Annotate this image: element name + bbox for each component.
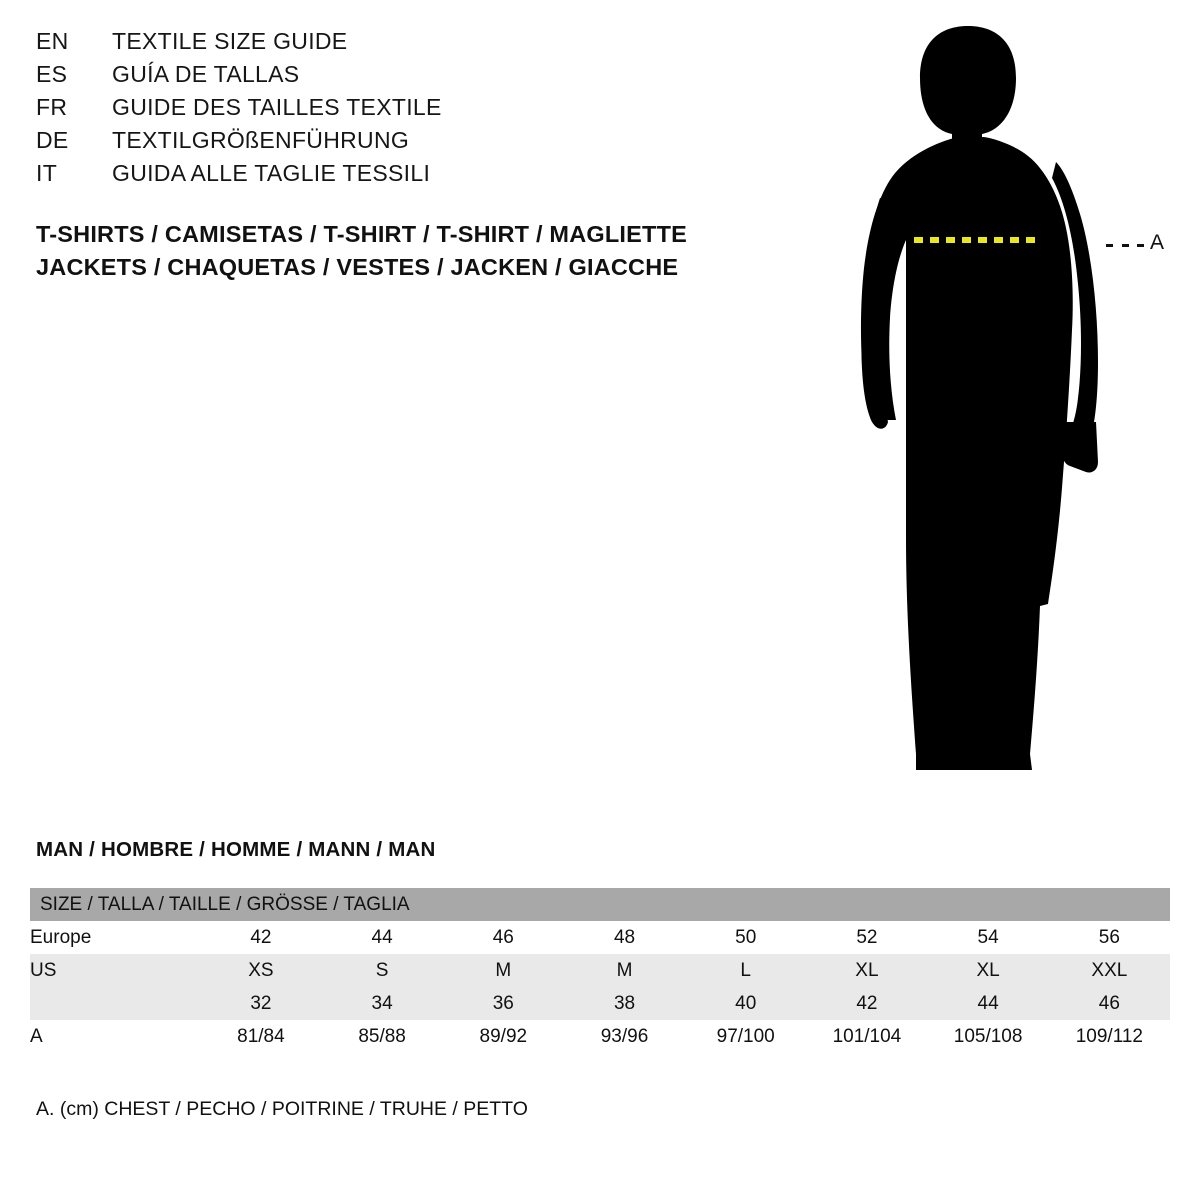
cell-numeric-0: 32 [200,987,321,1020]
cell-numeric-2: 36 [443,987,564,1020]
cell-europe-5: 52 [806,921,927,954]
cell-us-7: XXL [1049,954,1170,987]
cell-a-2: 89/92 [443,1020,564,1053]
language-text-it: GUIDA ALLE TAGLIE TESSILI [112,160,431,186]
cell-a-1: 85/88 [322,1020,443,1053]
garment-category-block [36,218,687,284]
male-silhouette-figure [820,18,1180,788]
language-header-block [36,28,736,193]
cell-us-6: XL [928,954,1049,987]
measure-callout-label-a: A [1150,231,1165,254]
cell-us-4: L [685,954,806,987]
language-text-de: TEXTILGRÖßENFÜHRUNG [112,127,410,153]
cell-europe-0: 42 [200,921,321,954]
row-label-numeric [30,987,200,1020]
cell-numeric-5: 42 [806,987,927,1020]
cell-a-5: 101/104 [806,1020,927,1053]
cell-europe-4: 50 [685,921,806,954]
cell-us-3: M [564,954,685,987]
language-text-es: GUÍA DE TALLAS [112,61,300,87]
cell-a-3: 93/96 [564,1020,685,1053]
size-table [30,888,1170,1053]
language-code-en: EN [36,28,69,54]
language-row-es [36,61,736,94]
measure-callout-dots [1106,243,1144,247]
row-label-a: A [30,1020,200,1053]
language-code-de: DE [36,127,69,153]
language-text-fr: GUIDE DES TAILLES TEXTILE [112,94,442,120]
silhouette-svg [820,18,1180,788]
cell-numeric-3: 38 [564,987,685,1020]
cell-us-0: XS [200,954,321,987]
table-row [30,987,1170,1020]
cell-numeric-4: 40 [685,987,806,1020]
category-tshirts: T-SHIRTS / CAMISETAS / T-SHIRT / T-SHIRT / MAGLIETTE [36,221,687,247]
table-header-label: SIZE / TALLA / TAILLE / GRÖSSE / TAGLIA [30,888,1170,921]
category-jackets: JACKETS / CHAQUETAS / VESTES / JACKEN / GIACCHE [36,254,679,280]
cell-a-6: 105/108 [928,1020,1049,1053]
row-label-us: US [30,954,200,987]
cell-europe-1: 44 [322,921,443,954]
table-row [30,921,1170,954]
cell-a-7: 109/112 [1049,1020,1170,1053]
cell-us-2: M [443,954,564,987]
cell-numeric-6: 44 [928,987,1049,1020]
language-code-es: ES [36,61,68,87]
language-text-en: TEXTILE SIZE GUIDE [112,28,348,54]
language-code-it: IT [36,160,58,186]
table-row [30,1020,1170,1053]
cell-a-0: 81/84 [200,1020,321,1053]
language-code-fr: FR [36,94,68,120]
cell-us-5: XL [806,954,927,987]
language-row-it [36,160,736,193]
cell-numeric-7: 46 [1049,987,1170,1020]
cell-europe-2: 46 [443,921,564,954]
cell-europe-6: 54 [928,921,1049,954]
row-label-europe: Europe [30,921,200,954]
table-footnote: A. (cm) CHEST / PECHO / POITRINE / TRUHE / PETTO [36,1098,528,1120]
cell-us-1: S [322,954,443,987]
language-row-en [36,28,736,61]
table-section-title: MAN / HOMBRE / HOMME / MANN / MAN [36,838,436,861]
cell-europe-3: 48 [564,921,685,954]
language-row-fr [36,94,736,127]
table-header-row [30,888,1170,921]
cell-a-4: 97/100 [685,1020,806,1053]
cell-numeric-1: 34 [322,987,443,1020]
language-row-de [36,127,736,160]
cell-europe-7: 56 [1049,921,1170,954]
table-row [30,954,1170,987]
